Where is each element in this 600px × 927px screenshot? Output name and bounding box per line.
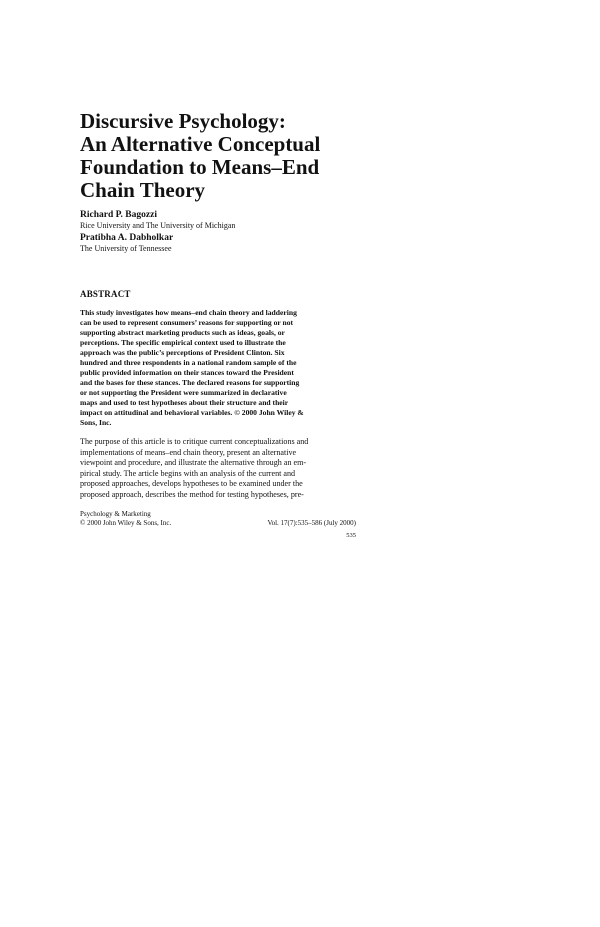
abstract-line: perceptions. The specific empirical context used to illustrate the (80, 338, 286, 347)
abstract-line: Sons, Inc. (80, 418, 112, 427)
abstract-line: approach was the public’s perceptions of President Clinton. Six (80, 348, 285, 357)
title-line: An Alternative Conceptual (80, 132, 321, 156)
volume-info: Vol. 17(7):535–586 (July 2000) (267, 519, 356, 527)
abstract-line: public provided information on their stances toward the President (80, 368, 294, 377)
author-affiliation: Rice University and The University of Michigan (80, 221, 236, 230)
journal-name: Psychology & Marketing (80, 510, 151, 518)
copyright-notice: © 2000 John Wiley & Sons, Inc. (80, 519, 172, 527)
body-paragraph (80, 437, 356, 500)
author-name: Richard P. Bagozzi (80, 210, 157, 220)
body-line: pirical study. The article begins with an analysis of the current and (80, 468, 296, 478)
author-2 (80, 233, 380, 254)
title-line: Discursive Psychology: (80, 109, 286, 133)
abstract-line: and the bases for these stances. The declared reasons for supporting (80, 378, 300, 387)
body-line: implementations of means–end chain theory, present an alternative (80, 447, 297, 457)
abstract-body (80, 308, 355, 428)
page-number: 535 (346, 532, 356, 539)
abstract-line: or not supporting the President were summarized in declarative (80, 388, 287, 397)
author-affiliation: The University of Tennessee (80, 244, 172, 253)
abstract-line: This study investigates how means–end chain theory and laddering (80, 308, 297, 317)
abstract-line: maps and used to test hypotheses about their structure and their (80, 398, 289, 407)
abstract-line: impact on attitudinal and behavioral variables. © 2000 John Wiley & (80, 408, 304, 417)
author-1 (80, 210, 380, 231)
body-line: proposed approaches, develops hypotheses to be examined under the (80, 479, 303, 488)
body-line: viewpoint and procedure, and illustrate the alternative through an em- (80, 458, 307, 467)
footer-journal-info (80, 510, 171, 528)
author-name: Pratibha A. Dabholkar (80, 233, 174, 243)
abstract-heading: ABSTRACT (80, 289, 131, 299)
abstract-line: hundred and three respondents in a national random sample of the (80, 358, 297, 367)
title-line: Foundation to Means–End (80, 155, 320, 179)
abstract-line: can be used to represent consumers’ reasons for supporting or not (80, 318, 294, 327)
body-line: The purpose of this article is to critique current conceptualizations and (80, 437, 309, 446)
abstract-line: supporting abstract marketing products such as ideas, goals, or (80, 328, 285, 337)
body-line: proposed approach, describes the method for testing hypotheses, pre- (80, 489, 304, 499)
article-title (80, 110, 380, 202)
title-line: Chain Theory (80, 178, 206, 202)
